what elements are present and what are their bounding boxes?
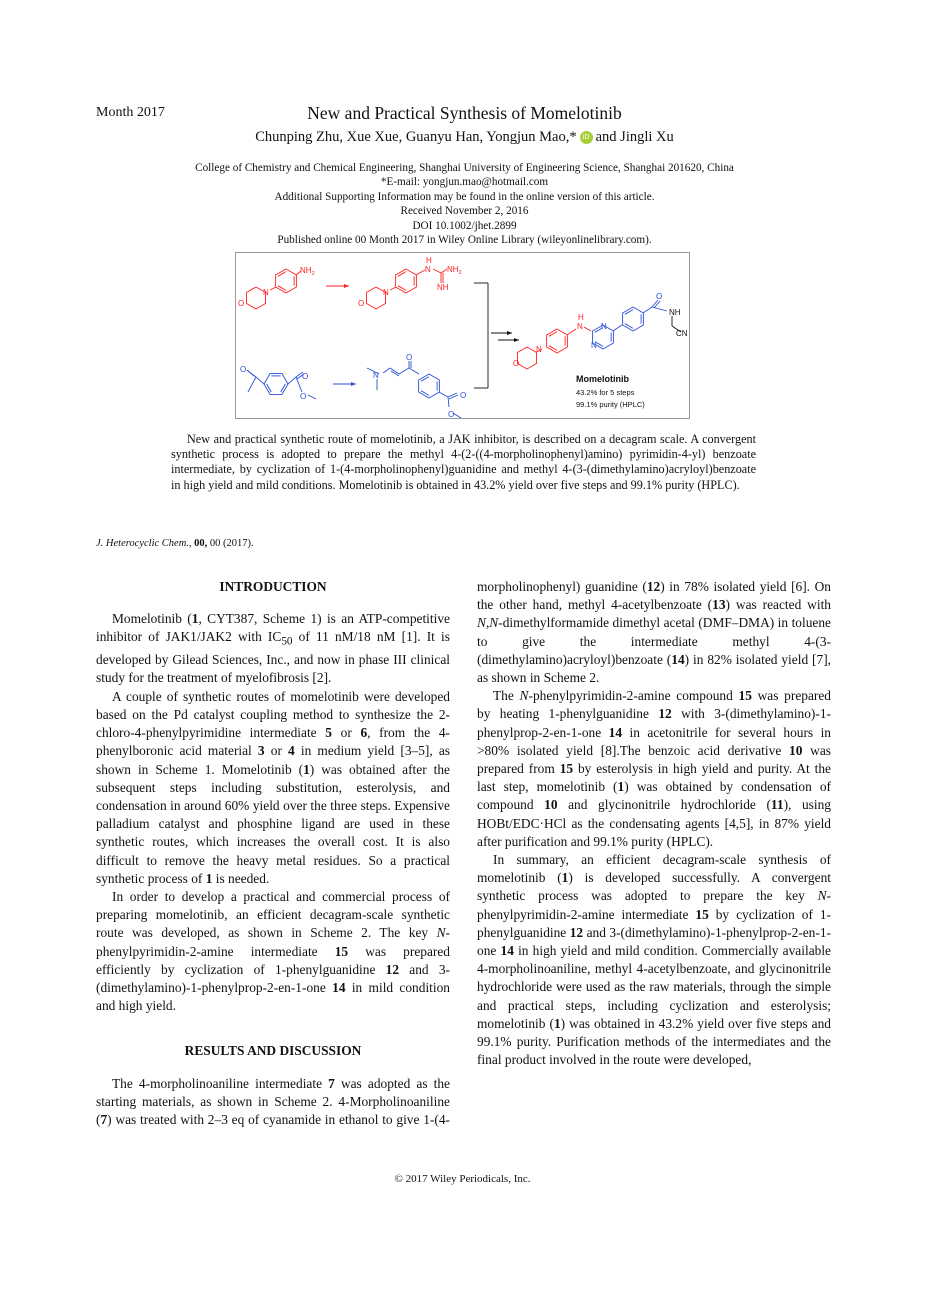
compound-number: 14 [608, 724, 623, 740]
bond [308, 395, 316, 399]
atom-label: O [300, 392, 307, 401]
compound-number: 7 [328, 1075, 335, 1091]
text-run: ) was obtained after the subsequent steps including substitution, esterolysis, and condensation in around 60% yield over the three steps. Expensive palladium catalyst and phosphine ligand are used in these synthetic routes, which increases the overall cost. It is also difficult to remove the heavy metal residues. So a practical synthetic process of [96, 761, 450, 886]
ring [547, 329, 568, 353]
bond [416, 270, 425, 275]
atom-label: N [373, 371, 379, 380]
compound-number: 12 [658, 706, 672, 722]
bond [256, 377, 264, 384]
text-run: -phenylpyrimidin-2-amine intermediate [477, 888, 831, 922]
doi[interactable]: DOI 10.1002/jhet.2899 [412, 219, 517, 232]
double-bond [278, 286, 286, 291]
ring [623, 307, 644, 331]
italic-text: N [817, 888, 827, 904]
bond [247, 370, 254, 376]
atom-label: O [358, 299, 365, 308]
atom-label: NH [437, 283, 449, 292]
text-run: ) was obtained in 43.2% yield over five steps and 99.1% purity. Purification methods of the intermediates and the final product involved in the route were developed, [477, 1015, 831, 1068]
double-bond [281, 384, 286, 392]
compound-number: 10 [789, 742, 803, 758]
atom-label: CN [676, 329, 688, 338]
authors-text-last: and Jingli Xu [595, 129, 674, 145]
text-run: by esterolysis in high yield and purity. At the last step, momelotinib ( [477, 761, 831, 795]
body-paragraph [96, 888, 450, 1015]
bond [248, 377, 256, 392]
atom-label: N [383, 288, 389, 297]
compound-number: 15 [738, 688, 752, 704]
bond [399, 368, 409, 374]
compound-number: 5 [325, 725, 332, 741]
compound-number: 15 [695, 906, 709, 922]
atom-label: H [426, 256, 432, 265]
body-paragraph [477, 687, 831, 851]
atom-label: N [536, 345, 542, 354]
orcid-icon[interactable]: iD [580, 131, 593, 144]
journal-citation: J. Heterocyclic Chem., 00, 00 (2017). [96, 538, 254, 549]
bond [652, 307, 667, 311]
compound-number: 3 [257, 743, 265, 759]
author-list [0, 129, 925, 146]
article-meta [0, 161, 925, 247]
double-bond [625, 324, 633, 329]
italic-text: N [489, 615, 499, 631]
copyright-footer: © 2017 Wiley Periodicals, Inc. [394, 1173, 531, 1185]
compound-number: 14 [671, 651, 685, 667]
section-heading: INTRODUCTION [219, 579, 327, 594]
atom-label: O [513, 359, 520, 368]
text-run: , [485, 615, 490, 631]
arrow-head [507, 331, 512, 335]
ring [276, 269, 297, 293]
received-date: Received November 2, 2016 [400, 205, 529, 218]
text-run: In summary, an efficient decagram-scale synthesis of momelotinib ( [477, 852, 831, 886]
bond [409, 368, 419, 374]
compound-number: 1 [561, 870, 569, 886]
text-run: ) in 78% isolated yield [6]. On the other hand, methyl 4-acetylbenzoate ( [477, 579, 831, 613]
atom-label: O [460, 391, 467, 400]
product-name: Momelotinib [576, 374, 629, 384]
bond [270, 287, 276, 290]
text-run: ) is developed successfully. A convergent synthetic process was adopted to prepare the key [477, 870, 831, 904]
ring [517, 347, 536, 369]
compound-number: 10 [544, 797, 558, 813]
text-run: is needed. [212, 870, 270, 886]
atom-label: O [406, 353, 413, 362]
compound-number: 13 [712, 597, 726, 613]
text-run: and 3-(dimethylamino)-1-phenylprop-2-en-1-one [96, 961, 450, 995]
published-online: Published online 00 Month 2017 in Wiley Online Library (wileyonlinelibrary.com). [277, 234, 652, 247]
text-run: ) was treated with 2–3 eq of cyanamide in ethanol to give 1-(4-morpholinophenyl) guanidine ( [107, 579, 647, 1127]
atom-label: N [263, 288, 269, 297]
product-purity: 99.1% purity (HPLC) [576, 400, 645, 409]
text-run: or [264, 743, 289, 759]
compound-number: 1 [617, 779, 625, 795]
compound-number: 4 [288, 743, 295, 759]
double-bond [278, 272, 286, 277]
email[interactable]: *E-mail: yongjun.mao@hotmail.com [380, 176, 549, 189]
atom-label: NH [669, 308, 681, 317]
text-run: in acetonitrile for several hours in >80% isolated yield [8].The benzoic acid derivative [477, 724, 831, 758]
bond [584, 327, 591, 331]
atom-label: O [448, 410, 455, 418]
text-run: ) was reacted with [725, 597, 831, 613]
atom-label: O [240, 365, 247, 374]
text-run: with 3-(dimethylamino)-1-phenylprop-2-en-1-one [477, 706, 831, 740]
text-run: ), using HOBt/EDC·HCl as the condensating agents [4,5], in 87% yield after purification and 99.1% purity (HPLC). [477, 797, 831, 849]
italic-text: N [519, 688, 529, 704]
double-bond [421, 391, 429, 396]
text-run: or [331, 725, 361, 741]
compound-number: 6 [360, 725, 368, 741]
ring [264, 374, 288, 395]
text-run: was prepared efficiently by cyclization of 1-phenylguanidine [96, 943, 450, 977]
reaction-scheme-drawing [236, 253, 689, 418]
text-run: in mild condition and high yield. [96, 979, 451, 1014]
bond [448, 397, 449, 407]
compound-number: 1 [205, 870, 213, 886]
italic-text: N [436, 925, 446, 941]
text-run: -phenylpyrimidin-2-amine intermediate [96, 925, 450, 959]
double-bond [549, 332, 557, 337]
compound-number: 1 [303, 761, 310, 777]
atom-label: O [656, 292, 663, 301]
compound-number: 15 [559, 761, 574, 777]
text-run: in high yield and mild condition. Commercially available 4-morpholinoaniline, methyl 4-acetylbenzoate, and glycinonitrile hydrochloride were used as the raw materials, through the simple and practical steps, including cyclization and esterolysis; momelotinib ( [477, 943, 831, 1031]
journal-volume: 00, [194, 538, 208, 549]
italic-text: N [477, 615, 486, 631]
double-bond [625, 310, 633, 315]
compound-number: 1 [553, 1015, 561, 1031]
arrow-head [344, 284, 349, 288]
product-yield: 43.2% for 5 steps [576, 388, 635, 397]
text-run: -dimethylformamide dimethyl acetal (DMF–DMA) in toluene to give the intermediate methyl 4-(3-(dimethylamino)acryloyl)benzoate ( [477, 615, 831, 667]
text-run: -phenylpyrimidin-2-amine compound [528, 688, 739, 704]
authors-text: Chunping Zhu, Xue Xue, Guanyu Han, Yongjun Mao,* [255, 129, 577, 145]
text-run: The 4-morpholinoaniline intermediate [112, 1075, 329, 1091]
running-header-date: Month 2017 [96, 105, 165, 120]
body-paragraph [96, 610, 450, 687]
text-run: A couple of synthetic routes of momelotinib were developed based on the Pd catalyst coupling method to synthesize the 2-chloro-4-phenylpyrimidine intermediate [96, 688, 450, 741]
bond [613, 325, 622, 331]
bond [567, 329, 576, 335]
bond [654, 301, 660, 308]
text-run: and 3-(dimethylamino)-1-phenylprop-2-en-1-one [477, 924, 831, 959]
bond [652, 300, 658, 307]
compound-number: 1 [191, 611, 199, 627]
abstract: New and practical synthetic route of momelotinib, a JAK inhibitor, is described on a decagram scale. A convergent synthetic process is adopted to prepare the methyl 4-(2-((4-morpholinophenyl)amino) pyrimidin-4-yl) benzoate intermediate, by cyclization of 1-(4-morpholinophenyl)guanidine and methyl 4-(3-(dimethylamino)acryloyl)benzoate in high yield and mild conditions. Momelotinib is obtained in 43.2% yield over five steps and 99.1% purity (HPLC). [171, 432, 756, 492]
bond [383, 368, 390, 373]
text-run: by cyclization of 1-phenylguanidine [477, 906, 831, 940]
double-bond [549, 346, 557, 351]
graphical-abstract-scheme [235, 252, 690, 419]
section-heading: RESULTS AND DISCUSSION [184, 1043, 362, 1059]
text-run: of 11 nM/18 nM [1]. It is developed by Gilead Sciences, Inc., and now in phase III clinical study for the treatment of myelofibrosis [2]. [96, 629, 450, 686]
compound-number: 14 [500, 943, 514, 959]
compound-number: 12 [385, 961, 400, 977]
text-run: The [493, 688, 520, 704]
compound-number: 12 [646, 579, 661, 594]
atom-label: N [577, 322, 583, 331]
double-bond [398, 286, 406, 291]
compound-number: 14 [332, 979, 346, 995]
bond [643, 307, 652, 313]
supporting-info-note: Additional Supporting Information may be found in the online version of this article. [274, 190, 655, 203]
text-run: ) in 82% isolated yield [7], as shown in Scheme 2. [477, 651, 832, 686]
atom-label: N [601, 322, 607, 331]
double-bond [267, 384, 272, 392]
double-bond [398, 272, 406, 277]
journal-issue-year: 00 (2017). [207, 538, 254, 549]
ring [419, 374, 440, 398]
body-paragraph [96, 688, 450, 888]
atom-label: N [591, 341, 597, 350]
bond [439, 392, 448, 397]
text-run: Momelotinib ( [112, 611, 192, 627]
bond [288, 377, 296, 384]
article-body [96, 578, 831, 1138]
atom-label: $NH_2$ [300, 266, 315, 277]
arrow-head [514, 338, 519, 342]
text-run: , CYT387, Scheme 1) is an ATP-competitive inhibitor of JAK1/JAK2 with IC [96, 611, 450, 645]
bond [433, 269, 441, 273]
article-title: New and Practical Synthesis of Momelotinib [307, 103, 622, 123]
affiliation: College of Chemistry and Chemical Engineering, Shanghai University of Engineering Science, Shanghai 201620, China [195, 162, 734, 174]
atom-label: H [578, 313, 584, 322]
text-run: in medium yield [3–5], as shown in Scheme 1. Momelotinib ( [96, 743, 450, 777]
compound-number: 11 [770, 797, 784, 813]
ring [396, 269, 417, 293]
double-bond [421, 377, 429, 382]
atom-label: O [238, 299, 245, 308]
text-run: ) was obtained by condensation of compound [477, 779, 831, 813]
atom-label: $NH_2$ [447, 265, 462, 276]
compound-number: 7 [100, 1111, 108, 1127]
text-run: and glycinonitrile hydrochloride ( [557, 797, 771, 813]
bond [390, 287, 396, 290]
subscript: 50 [281, 636, 293, 649]
journal-name: J. Heterocyclic Chem. [96, 538, 189, 549]
compound-number: 12 [569, 924, 584, 940]
text-run: In order to develop a practical and commercial process of preparing momelotinib, an efficient decagram-scale synthetic route was developed, as shown in Scheme 2. The key [96, 888, 450, 941]
arrow-head [351, 382, 356, 386]
text-run: , from the 4-phenylboronic acid material [96, 725, 450, 759]
text-run: was prepared from [477, 742, 831, 777]
atom-label: N [425, 265, 431, 274]
atom-label: O [302, 372, 309, 381]
text-run: was prepared by heating 1-phenylguanidine [477, 688, 832, 722]
compound-number: 15 [334, 943, 349, 959]
text-run: was adopted as the starting materials, as shown in Scheme 2. 4-Morpholinoaniline ( [96, 1075, 450, 1127]
body-paragraph [477, 851, 831, 1069]
